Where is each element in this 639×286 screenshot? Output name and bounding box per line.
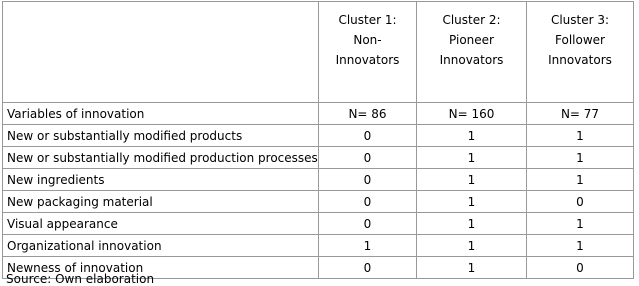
cluster-2-header-line: Cluster 2: — [442, 13, 501, 27]
cluster-3-header-line: Cluster 3: — [550, 13, 610, 27]
cluster-3-sample-size: N= 77 — [527, 103, 634, 125]
cluster-3-header-line: Innovators — [548, 53, 612, 67]
cluster-3-header-line: Follower — [555, 33, 605, 47]
cluster-2-sample-size: N= 160 — [417, 103, 527, 125]
cell-value: 1 — [417, 169, 527, 191]
cell-value: 0 — [319, 169, 417, 191]
row-label: Newness of innovation — [3, 257, 319, 279]
cell-value: 1 — [417, 257, 527, 279]
cell-value: 0 — [527, 191, 634, 213]
cluster-3-header — [527, 2, 634, 103]
cluster-2-header — [417, 2, 527, 103]
cluster-1-header-line: Innovators — [335, 53, 400, 67]
cluster-1-sample-size: N= 86 — [319, 103, 417, 125]
row-label: New or substantially modified production processes — [3, 147, 319, 169]
row-label: New or substantially modified products — [3, 125, 319, 147]
cell-value: 1 — [417, 125, 527, 147]
row-label: Visual appearance — [3, 213, 319, 235]
header-corner-cell — [3, 2, 319, 103]
table-row — [3, 191, 634, 213]
cell-value: 1 — [417, 147, 527, 169]
table-row — [3, 147, 634, 169]
cluster-2-header-line: Pioneer — [449, 33, 494, 47]
variables-label: Variables of innovation — [3, 103, 319, 125]
row-label: New packaging material — [3, 191, 319, 213]
cell-value: 1 — [527, 147, 634, 169]
table-row — [3, 125, 634, 147]
cell-value: 1 — [417, 191, 527, 213]
cell-value: 1 — [319, 235, 417, 257]
variables-row — [3, 103, 634, 125]
cell-value: 0 — [319, 213, 417, 235]
cell-value: 1 — [527, 213, 634, 235]
cell-value: 0 — [319, 257, 417, 279]
source-note: Source: Own elaboration — [6, 272, 155, 286]
row-label: New ingredients — [3, 169, 319, 191]
row-label: Organizational innovation — [3, 235, 319, 257]
cluster-1-header-line: Non- — [353, 33, 382, 47]
table-row — [3, 235, 634, 257]
table-row — [3, 169, 634, 191]
table-row — [3, 213, 634, 235]
header-row — [3, 2, 634, 103]
cell-value: 1 — [527, 169, 634, 191]
cell-value: 0 — [319, 125, 417, 147]
cell-value: 0 — [527, 257, 634, 279]
cell-value: 1 — [417, 235, 527, 257]
cell-value: 1 — [527, 235, 634, 257]
cell-value: 0 — [319, 191, 417, 213]
cluster-2-header-line: Innovators — [439, 53, 504, 67]
cell-value: 1 — [417, 213, 527, 235]
innovation-cluster-table — [2, 1, 634, 279]
cluster-1-header — [319, 2, 417, 103]
cell-value: 0 — [319, 147, 417, 169]
cluster-1-header-line: Cluster 1: — [338, 13, 397, 27]
cell-value: 1 — [527, 125, 634, 147]
